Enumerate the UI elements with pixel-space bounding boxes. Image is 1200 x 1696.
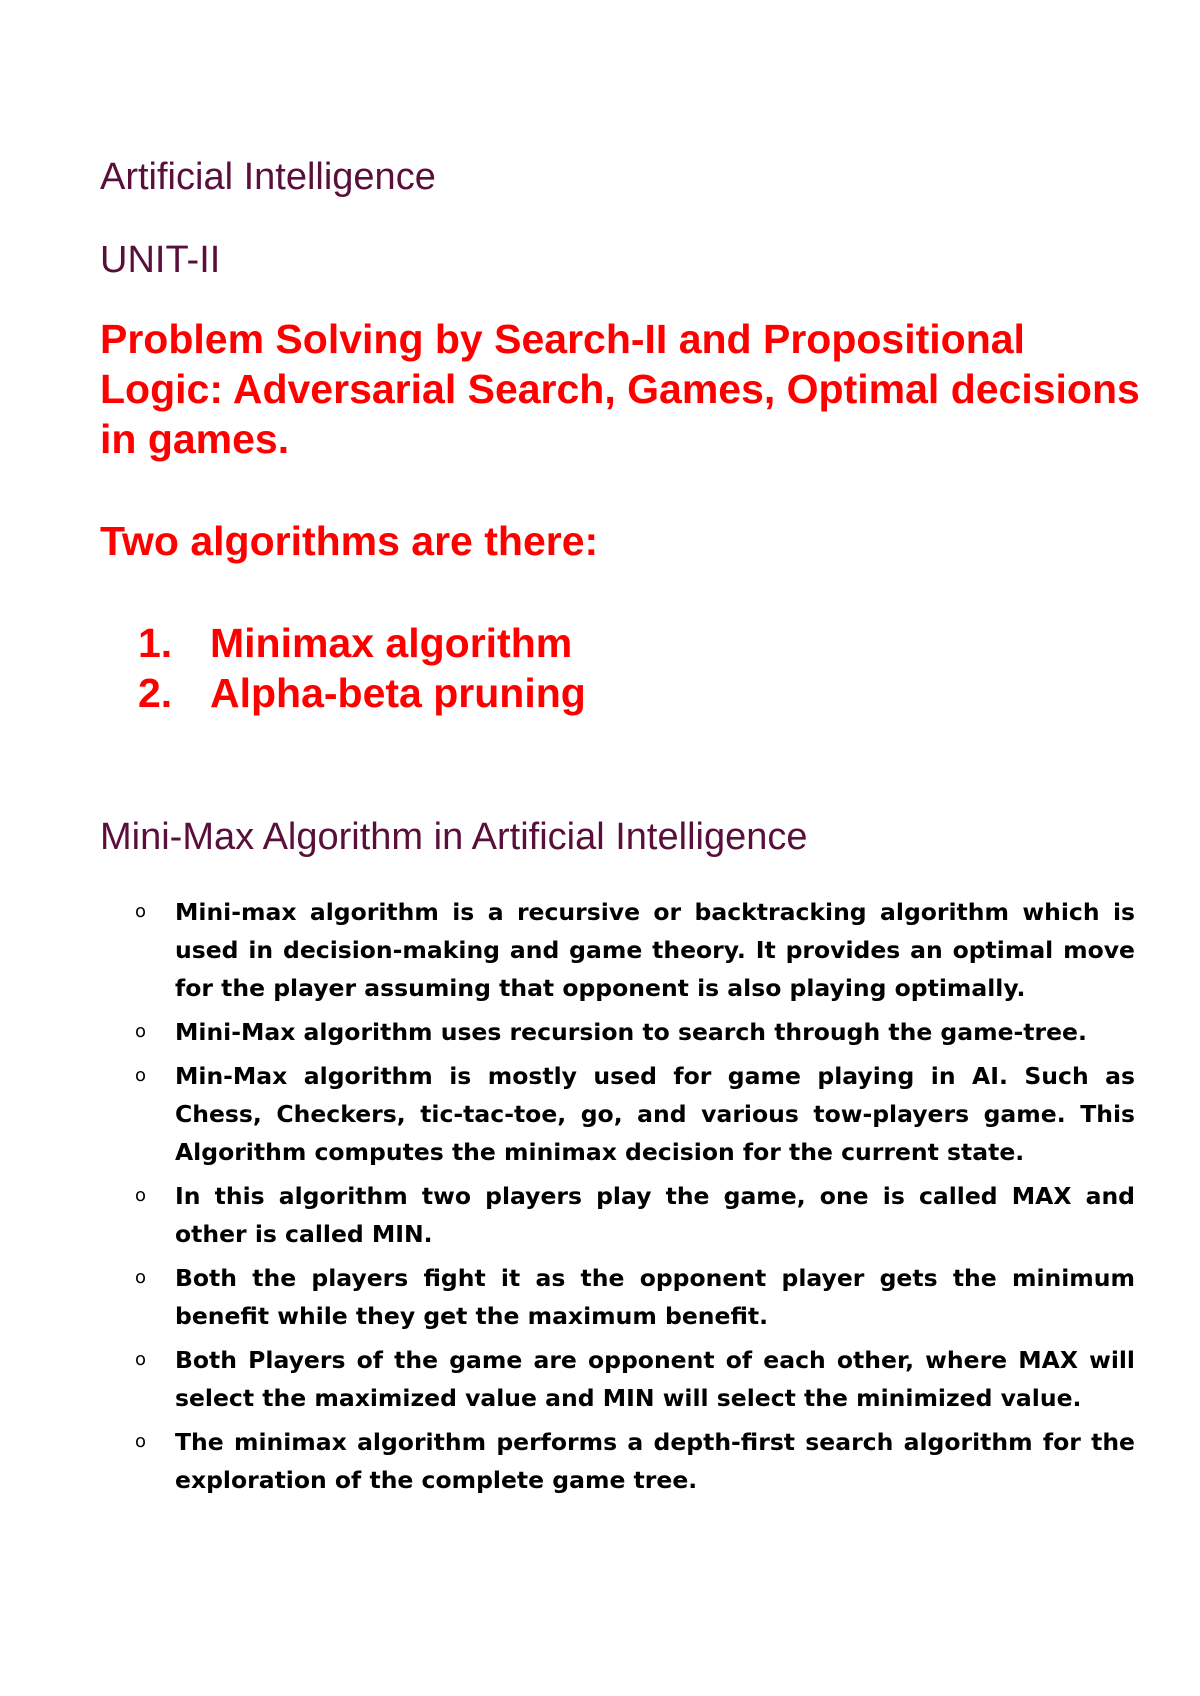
algorithm-item [100,668,586,718]
bullet-circle-icon: o [135,1185,147,1206]
list-item [135,1057,1135,1171]
bullet-circle-icon: o [135,1065,147,1086]
list-item [135,1423,1135,1499]
list-item-text: Min-Max algorithm is mostly used for game playing in AI. Such as Chess, Checkers, tic-tac-toe, go, and various tow-players game. This Algorithm computes the minimax decision for the current state. [175,1062,1135,1166]
list-item [135,1341,1135,1417]
bullet-circle-icon: o [135,1431,147,1452]
section-heading: Mini-Max Algorithm in Artificial Intelligence [100,816,808,858]
list-item-text: The minimax algorithm performs a depth-first search algorithm for the exploration of the complete game tree. [175,1428,1135,1494]
bullet-circle-icon: o [135,901,147,922]
document-title: Artificial Intelligence [100,156,436,198]
algorithms-intro: Two algorithms are there: [100,518,599,564]
list-item [135,1259,1135,1335]
algorithm-label: Alpha-beta pruning [210,670,586,716]
algorithms-list [100,618,586,718]
bullet-circle-icon: o [135,1349,147,1370]
bullet-circle-icon: o [135,1267,147,1288]
list-item [135,893,1135,1007]
list-item-text: Both Players of the game are opponent of each other, where MAX will select the maximized value and MIN will select the minimized value. [175,1346,1135,1412]
topic-heading: Problem Solving by Search-II and Propositional Logic: Adversarial Search, Games, Optimal decisions in games. [100,316,1140,462]
unit-label: UNIT-II [100,239,221,281]
list-item-text: In this algorithm two players play the game, one is called MAX and other is called MIN. [175,1182,1135,1248]
algorithm-number: 1. [138,620,173,666]
algorithm-item [100,618,586,668]
algorithm-label: Minimax algorithm [210,620,573,666]
algorithm-number: 2. [138,670,173,716]
list-item-text: Mini-Max algorithm uses recursion to search through the game-tree. [175,1018,1087,1046]
list-item [135,1177,1135,1253]
list-item-text: Both the players fight it as the opponent player gets the minimum benefit while they get the maximum benefit. [175,1264,1135,1330]
bullet-circle-icon: o [135,1021,147,1042]
list-item [135,1013,1135,1051]
list-item-text: Mini-max algorithm is a recursive or backtracking algorithm which is used in decision-making and game theory. It provides an optimal move for the player assuming that opponent is also playing optimally. [175,898,1135,1002]
bullet-list [135,893,1135,1505]
